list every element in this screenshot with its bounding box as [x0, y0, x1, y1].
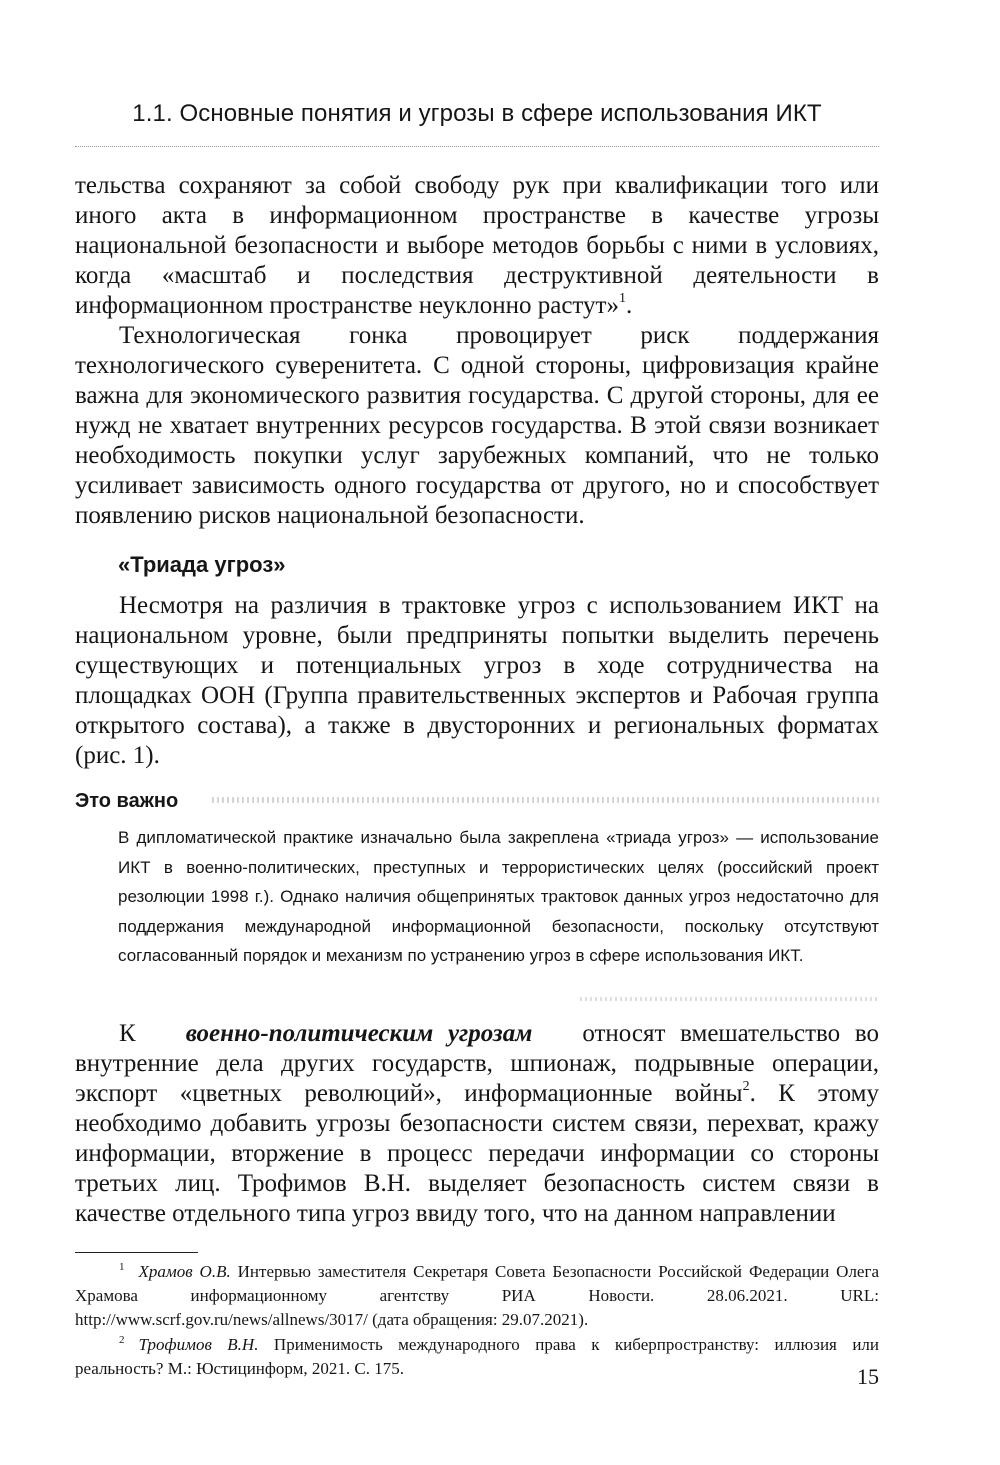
paragraph-end: . [625, 292, 633, 319]
important-divider [212, 797, 879, 803]
footnote-author: Храмов О.В. [138, 1262, 231, 1281]
section-title: «Триада угроз» [118, 552, 286, 577]
paragraph-military-threats [75, 1019, 879, 1229]
paragraph-text: относят вмешательство во внутренние дела других государств, шпионаж, подрывные операции, экспорт «цветных революций», информационные войны [75, 1020, 879, 1107]
footnote-1 [75, 1260, 879, 1332]
paragraph-text: . К этому необходимо добавить угрозы безопасности систем связи, перехват, кражу информации, вторжение в процесс передачи информации со стороны третьих лиц. Трофимов В.Н. выделяет безопасность систем связи в качестве отдельного типа угроз ввиду того, что на данном направлении [75, 1080, 879, 1227]
paragraph-tech-race: Технологическая гонка провоцирует риск поддержания технологического суверенитета. С одной стороны, цифровизация крайне важна для экономического развития государства. С другой стороны, для ее нужд не хватает внутренних ресурсов государства. В этой связи возникает необходимость покупки услуг зарубежных компаний, что не только усиливает зависимость одного государства от другого, но и способствует появлению рисков национальной безопасности. [75, 322, 879, 529]
running-header: 1.1. Основные понятия и угрозы в сфере использования ИКТ [132, 100, 822, 127]
footnote-2 [75, 1333, 879, 1381]
footnote-mark: 1 [119, 1261, 125, 1273]
footnote-mark: 2 [119, 1334, 125, 1346]
footnote-ref-1[interactable]: 1 [618, 291, 626, 306]
header-divider [75, 146, 879, 147]
emphasis-term: военно-политическим угрозам [185, 1020, 533, 1047]
paragraph-text: тельства сохраняют за собой свободу рук при квалификации того или иного акта в информационном пространстве в качестве угрозы национальной безопасности и выборе методов борьбы с ними в условиях, когда «масштаб и последствия деструктивной деятельности в информационном пространстве неуклонно растут» [75, 172, 879, 319]
footnote-divider [75, 1252, 198, 1253]
footnote-author: Трофимов В.Н. [138, 1335, 259, 1354]
footnote-text: Интервью заместителя Секретаря Совета Безопасности Российской Федерации Олега Храмова информационному агентству РИА Новости. 28.06.2021. URL: http://www.scrf.gov.ru/news/allnews/3017/ (дата обращения: 29.07.2021). [75, 1262, 880, 1329]
paragraph-continuation [75, 171, 879, 321]
footnote-ref-2[interactable]: 2 [742, 1079, 750, 1094]
paragraph-start: К [119, 1020, 136, 1047]
footnote-text: Применимость международного права к киберпространству: иллюзия или реальность? М.: Юстицинформ, 2021. С. 175. [75, 1335, 880, 1378]
important-end-divider [580, 997, 879, 1001]
paragraph-threat-list: Несмотря на различия в трактовке угроз с использованием ИКТ на национальном уровне, были предприняты попытки выделить перечень существующих и потенциальных угроз в ходе сотрудничества на площадках ООН (Группа правительственных экспертов и Рабочая группа открытого состава), а также в двусторонних и региональных форматах (рис. 1). [75, 592, 879, 769]
page-number: 15 [857, 1364, 879, 1389]
important-text: В дипломатической практике изначально была закреплена «триада угроз» — использование ИКТ в военно-политических, преступных и террористических целях (российский проект резолюции 1998 г.). Однако наличия общепринятых трактовок данных угроз недостаточно для поддержания международной информационной безопасности, поскольку отсутствуют согласованный порядок и механизм по устранению угроз в сфере использования ИКТ. [118, 828, 879, 965]
important-label: Это важно [75, 790, 179, 812]
